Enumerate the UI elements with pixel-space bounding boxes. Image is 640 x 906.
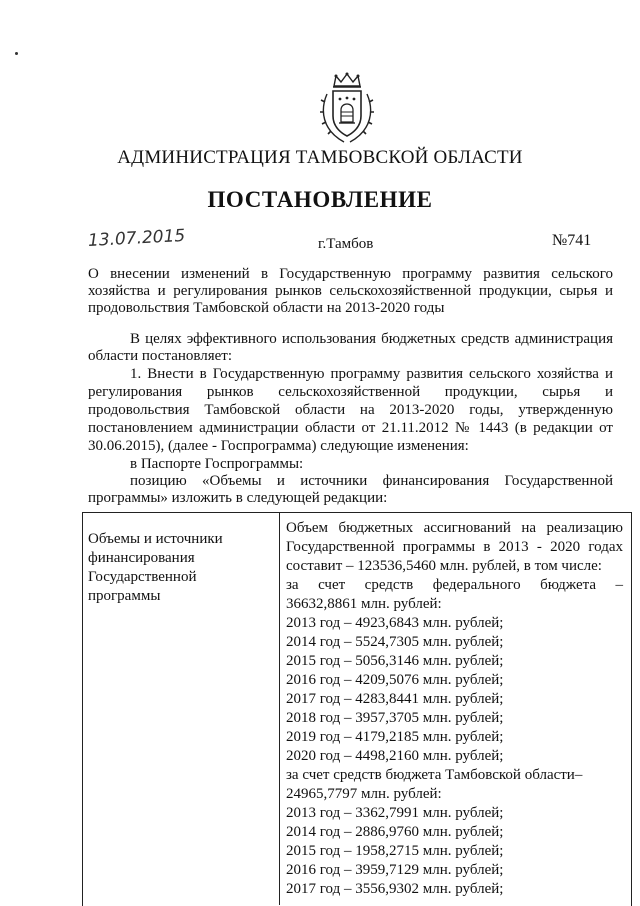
table-column-divider (279, 512, 280, 905)
table-value-line: 2014 год – 2886,9760 млн. рублей; (286, 824, 504, 840)
body-line: области постановляет: (88, 348, 233, 364)
table-value-line: 2014 год – 5524,7305 млн. рублей; (286, 634, 504, 650)
table-value-line: 2013 год – 3362,7991 млн. рублей; (286, 805, 504, 821)
subject-line: О внесении изменений в Государственную программу развития сельского (88, 266, 613, 282)
body-line: 30.06.2015), (далее - Госпрограмма) следующие изменения: (88, 438, 469, 454)
document-number: №741 (552, 232, 592, 249)
table-label-line: программы (88, 588, 161, 604)
table-value-line: Государственной программы в 2013 - 2020 годах (286, 539, 623, 555)
body-line: регулирования рынков сельскохозяйственной продукции, сырья и (88, 384, 613, 400)
body-line: постановлением администрации области от 21.11.2012 № 1443 (в редакции от (88, 420, 613, 436)
table-label-line: финансирования (88, 550, 195, 566)
table-value-line: 24965,7797 млн. рублей: (286, 786, 442, 802)
table-value-line: Объем бюджетных ассигнований на реализацию (286, 520, 623, 536)
subject-line: хозяйства и регулирования рынков сельскохозяйственной продукции, сырья и (88, 283, 613, 299)
table-value-line: составит – 123536,5460 млн. рублей, в том числе: (286, 558, 602, 574)
body-line: в Паспорте Госпрограммы: (130, 456, 304, 472)
organization-title: АДМИНИСТРАЦИЯ ТАМБОВСКОЙ ОБЛАСТИ (117, 147, 523, 168)
table-value-line: за счет средств федерального бюджета – (286, 577, 623, 593)
table-value-line: 2020 год – 4498,2160 млн. рублей; (286, 748, 504, 764)
tambov-coat-of-arms-icon (318, 72, 376, 146)
table-label-line: Государственной (88, 569, 197, 585)
body-line: 1. Внести в Государственную программу развития сельского хозяйства и (130, 366, 613, 382)
body-line: позицию «Объемы и источники финансирования Государственной (130, 473, 613, 489)
scan-speck (15, 52, 18, 55)
body-line: продовольствия Тамбовской области на 2013-2020 годы, утвержденную (88, 402, 613, 418)
table-value-line: 2016 год – 3959,7129 млн. рублей; (286, 862, 504, 878)
table-value-line: 36632,8861 млн. рублей: (286, 596, 442, 612)
document-date: 13.07.2015 (87, 225, 186, 251)
table-value-line: за счет средств бюджета Тамбовской области– (286, 767, 583, 783)
table-value-line: 2015 год – 5056,3146 млн. рублей; (286, 653, 504, 669)
document-type-heading: ПОСТАНОВЛЕНИЕ (207, 187, 433, 212)
table-value-line: 2019 год – 4179,2185 млн. рублей; (286, 729, 504, 745)
document-city: г.Тамбов (318, 236, 374, 252)
table-value-line: 2018 год – 3957,3705 млн. рублей; (286, 710, 504, 726)
table-value-line: 2017 год – 3556,9302 млн. рублей; (286, 881, 504, 897)
body-line: В целях эффективного использования бюджетных средств администрация (130, 331, 613, 347)
subject-line: продовольствия Тамбовской области на 2013-2020 годы (88, 300, 445, 316)
table-value-line: 2016 год – 4209,5076 млн. рублей; (286, 672, 504, 688)
table-value-line: 2017 год – 4283,8441 млн. рублей; (286, 691, 504, 707)
table-value-line: 2015 год – 1958,2715 млн. рублей; (286, 843, 504, 859)
table-label-line: Объемы и источники (88, 531, 223, 547)
table-value-line: 2013 год – 4923,6843 млн. рублей; (286, 615, 504, 631)
body-line: программы» изложить в следующей редакции: (88, 490, 388, 506)
